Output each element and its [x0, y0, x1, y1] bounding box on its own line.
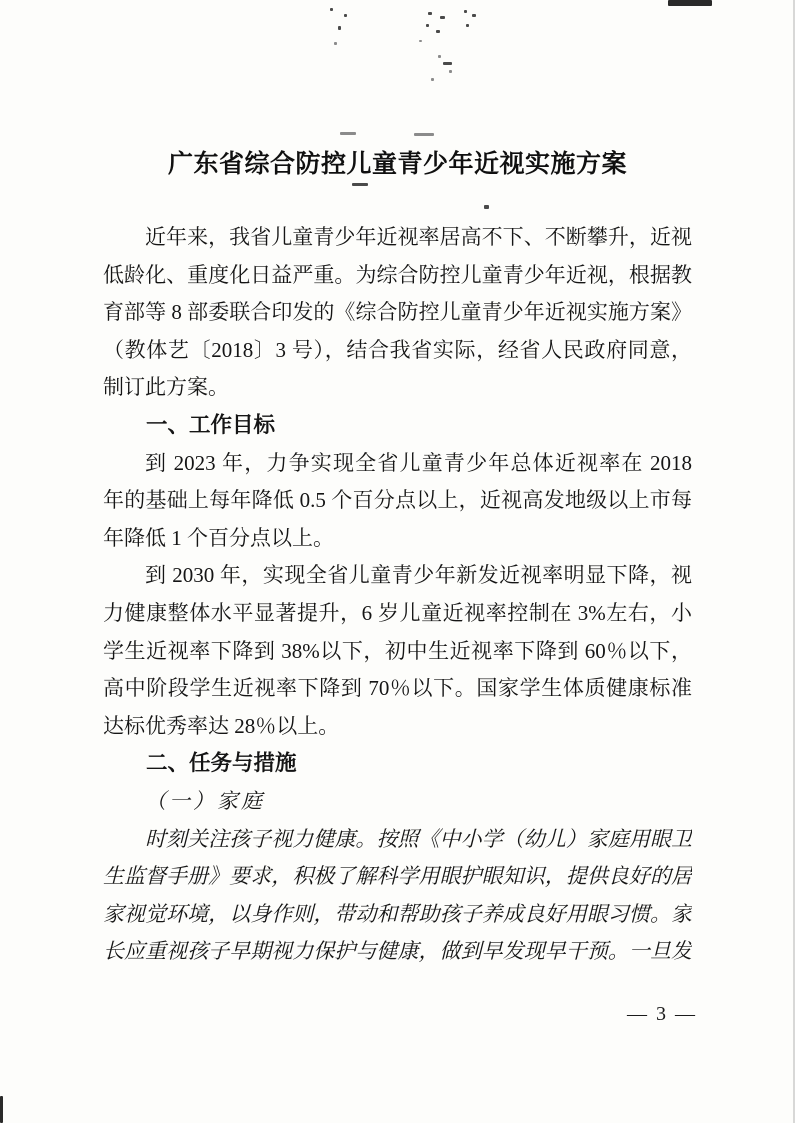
heading: [103, 407, 692, 445]
scan-artifact: [352, 183, 368, 186]
text-line: 高中阶段学生近视率下降到 70％以下。国家学生体质健康标准: [103, 676, 692, 701]
scan-artifact: [431, 78, 434, 81]
text-line: 时刻关注孩子视力健康。按照《中小学（幼儿）家庭用眼卫: [145, 826, 692, 851]
text-line: 一、工作目标: [146, 412, 276, 437]
heading: [103, 745, 692, 783]
scan-artifact: [443, 62, 452, 65]
scan-artifact: [449, 70, 452, 73]
text-line: 制订此方案。: [103, 375, 229, 400]
text-line: 二、任务与措施: [146, 751, 297, 776]
document-title: 广东省综合防控儿童青少年近视实施方案: [167, 151, 627, 178]
text-line: 长应重视孩子早期视力保护与健康，做到早发现早干预。一旦发: [103, 939, 692, 964]
scan-artifact: [464, 10, 467, 13]
scan-artifact: [440, 16, 445, 19]
text-line: 近年来，我省儿童青少年近视率居高不下、不断攀升，近视: [145, 225, 692, 249]
text-line: 年的基础上每年降低 0.5 个百分点以上，近视高发地级以上市每: [103, 488, 692, 513]
scan-artifact: [330, 8, 333, 11]
text-line: 生监督手册》要求，积极了解科学用眼护眼知识，提供良好的居: [103, 864, 692, 889]
subheading: [103, 783, 692, 821]
text-line: 力健康整体水平显著提升，6 岁儿童近视率控制在 3%左右，小: [103, 600, 692, 625]
text-line: （教体艺〔2018〕3 号），结合我省实际，经省人民政府同意，: [103, 337, 692, 362]
scan-artifact: [334, 42, 337, 45]
scan-artifact: [344, 14, 347, 17]
text-line: 学生近视率下降到 38%以下，初中生近视率下降到 60％以下，: [103, 638, 692, 663]
text-line: （一）家庭: [145, 788, 265, 813]
text-line: 家视觉环境，以身作则，带动和帮助孩子养成良好用眼习惯。家: [103, 901, 692, 926]
text-line: 到 2023 年，力争实现全省儿童青少年总体近视率在 2018: [145, 450, 692, 475]
document-body: [103, 219, 692, 971]
scan-artifact: [466, 24, 469, 27]
paragraph: [103, 557, 692, 745]
scan-artifact: [426, 24, 429, 27]
paragraph: [103, 219, 692, 407]
scan-artifact: [668, 0, 712, 6]
scan-artifact: [438, 55, 441, 58]
scan-artifact: [484, 205, 489, 209]
scan-artifact: [419, 40, 422, 42]
text-line: 达标优秀率达 28％以上。: [103, 713, 340, 738]
text-line: 低龄化、重度化日益严重。为综合防控儿童青少年近视，根据教: [103, 262, 692, 287]
scan-artifact: [338, 26, 341, 30]
scan-artifact: [436, 30, 440, 33]
page-number: — 3 —: [627, 1003, 697, 1025]
scan-artifact: [0, 1096, 3, 1123]
scan-artifact: [340, 132, 356, 135]
paragraph: [103, 821, 692, 971]
scan-artifact: [428, 12, 432, 15]
scan-artifact: [414, 133, 434, 136]
scan-artifact: [472, 14, 476, 17]
text-line: 育部等 8 部委联合印发的《综合防控儿童青少年近视实施方案》: [103, 300, 692, 325]
paragraph: [103, 445, 692, 558]
text-line: 到 2030 年，实现全省儿童青少年新发近视率明显下降，视: [145, 563, 692, 588]
text-line: 年降低 1 个百分点以上。: [103, 525, 334, 550]
